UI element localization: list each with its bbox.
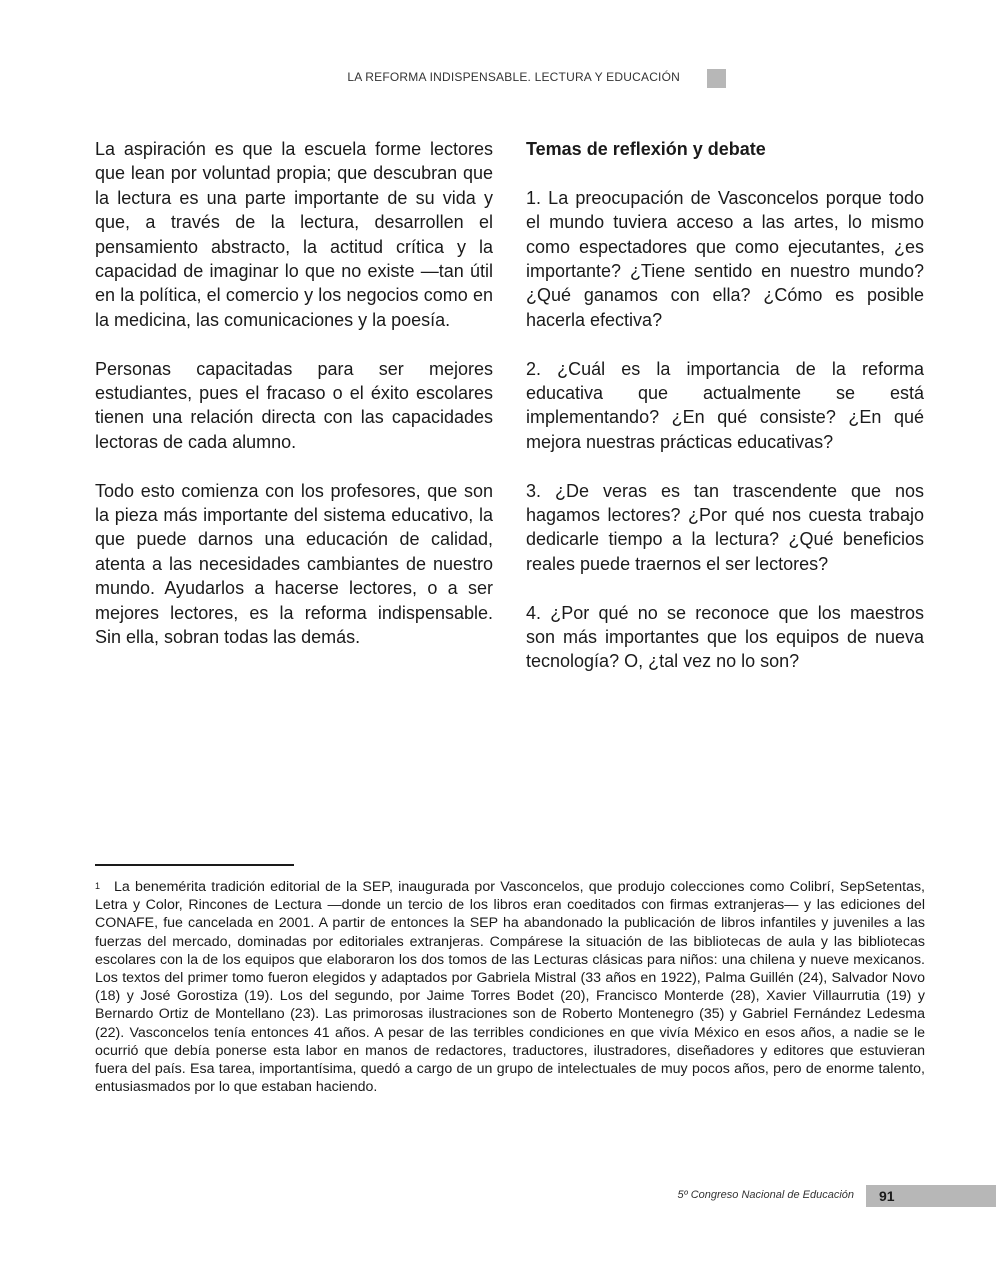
section-heading: Temas de reflexión y debate [526,139,766,159]
paragraph: Personas capacitadas para ser mejores estudiantes, pues el fracaso o el éxito escolares tienen una relación directa con las capacidades lectoras de cada alumno. [95,358,493,452]
left-column [95,137,493,674]
footnote-separator [95,864,294,866]
question-item: 3. ¿De veras es tan trascendente que nos hagamos lectores? ¿Por qué nos cuesta trabajo dedicarle tiempo a la lectura? ¿Qué beneficios reales puede traernos el ser lectores? [526,480,924,574]
paragraph: Todo esto comienza con los profesores, que son la pieza más importante del sistema educativo, la que puede darnos una educación de calidad, atenta a las necesidades cambiantes de nuestro mundo. Ayudarlos a hacerse lectores, o a ser mejores lectores, es la reforma indispensable. Sin ella, sobran todas las demás. [95,480,493,648]
question-item: 1. La preocupación de Vasconcelos porque todo el mundo tuviera acceso a las artes, lo mismo como espectadores que como ejecutantes, ¿es importante? ¿Tiene sentido en nuestro mundo? ¿Qué ganamos con ella? ¿Cómo es posible hacerla efectiva? [526,187,924,330]
paragraph: La aspiración es que la escuela forme lectores que lean por voluntad propia; que descubran que la lectura es una parte importante de su vida y que, a través de la lectura, desarrollen el pensamiento abstracto, la actitud crítica y la capacidad de imaginar lo que no existe —tan útil en la política, el comercio y los negocios como en la medicina, las comunicaciones y la poesía. [95,139,493,330]
running-header-title: LA REFORMA INDISPENSABLE. LECTURA Y EDUCACIÓN [347,70,680,84]
header-gray-marker [707,69,726,88]
footnote-marker: 1 [95,881,101,891]
page-number: 91 [879,1188,895,1204]
footer-publication: 5º Congreso Nacional de Educación [677,1189,854,1201]
footnote [95,878,925,1096]
question-item: 2. ¿Cuál es la importancia de la reforma educativa que actualmente se está implementando? ¿En qué consiste? ¿En qué mejora nuestras prácticas educativas? [526,358,924,452]
right-column [526,137,924,698]
footnote-text: La benemérita tradición editorial de la SEP, inaugurada por Vasconcelos, que produjo colecciones como Colibrí, SepSetentas, Letra y Color, Rincones de Lectura —donde un tercio de los libros eran coeditados con firmas extranjeras— y las ediciones del CONAFE, fue cancelada en 2001. A partir de entonces la SEP ha abandonado la publicación de libros infantiles y juveniles a las fuerzas del mercado, dominadas por editoriales extranjeras. Compárese la situación de las bibliotecas de aula y las bibliotecas escolares con la de los equipos que elaboraron los dos tomos de las Lecturas clásicas para niños: una chilena y nueve mexicanos. Los textos del primer tomo fueron elegidos y adaptados por Gabriela Mistral (33 años en 1922), Palma Guillén (24), Salvador Novo (18) y José Gorostiza (19). Los del segundo, por Jaime Torres Bodet (20), Francisco Monterde (28), Xavier Villaurrutia (19) y Bernardo Ortiz de Montellano (23). Las primorosas ilustraciones son de Roberto Montenegro (35) y Gabriel Fernández Ledesma (22). Vasconcelos tenía entonces 41 años. A pesar de las terribles condiciones en que vivía México en esos años, a nadie se le ocurrió que debía ponerse esta labor en manos de redactores, traductores, ilustradores, diseñadores y editores que estuvieran fuera del país. Esa tarea, importantísima, quedó a cargo de un grupo de intelectuales de muy pocos años, pero de enorme talento, entusiasmados por lo que estaban haciendo. [95,879,925,1096]
question-item: 4. ¿Por qué no se reconoce que los maestros son más importantes que los equipos de nueva tecnología? O, ¿tal vez no lo son? [526,602,924,672]
